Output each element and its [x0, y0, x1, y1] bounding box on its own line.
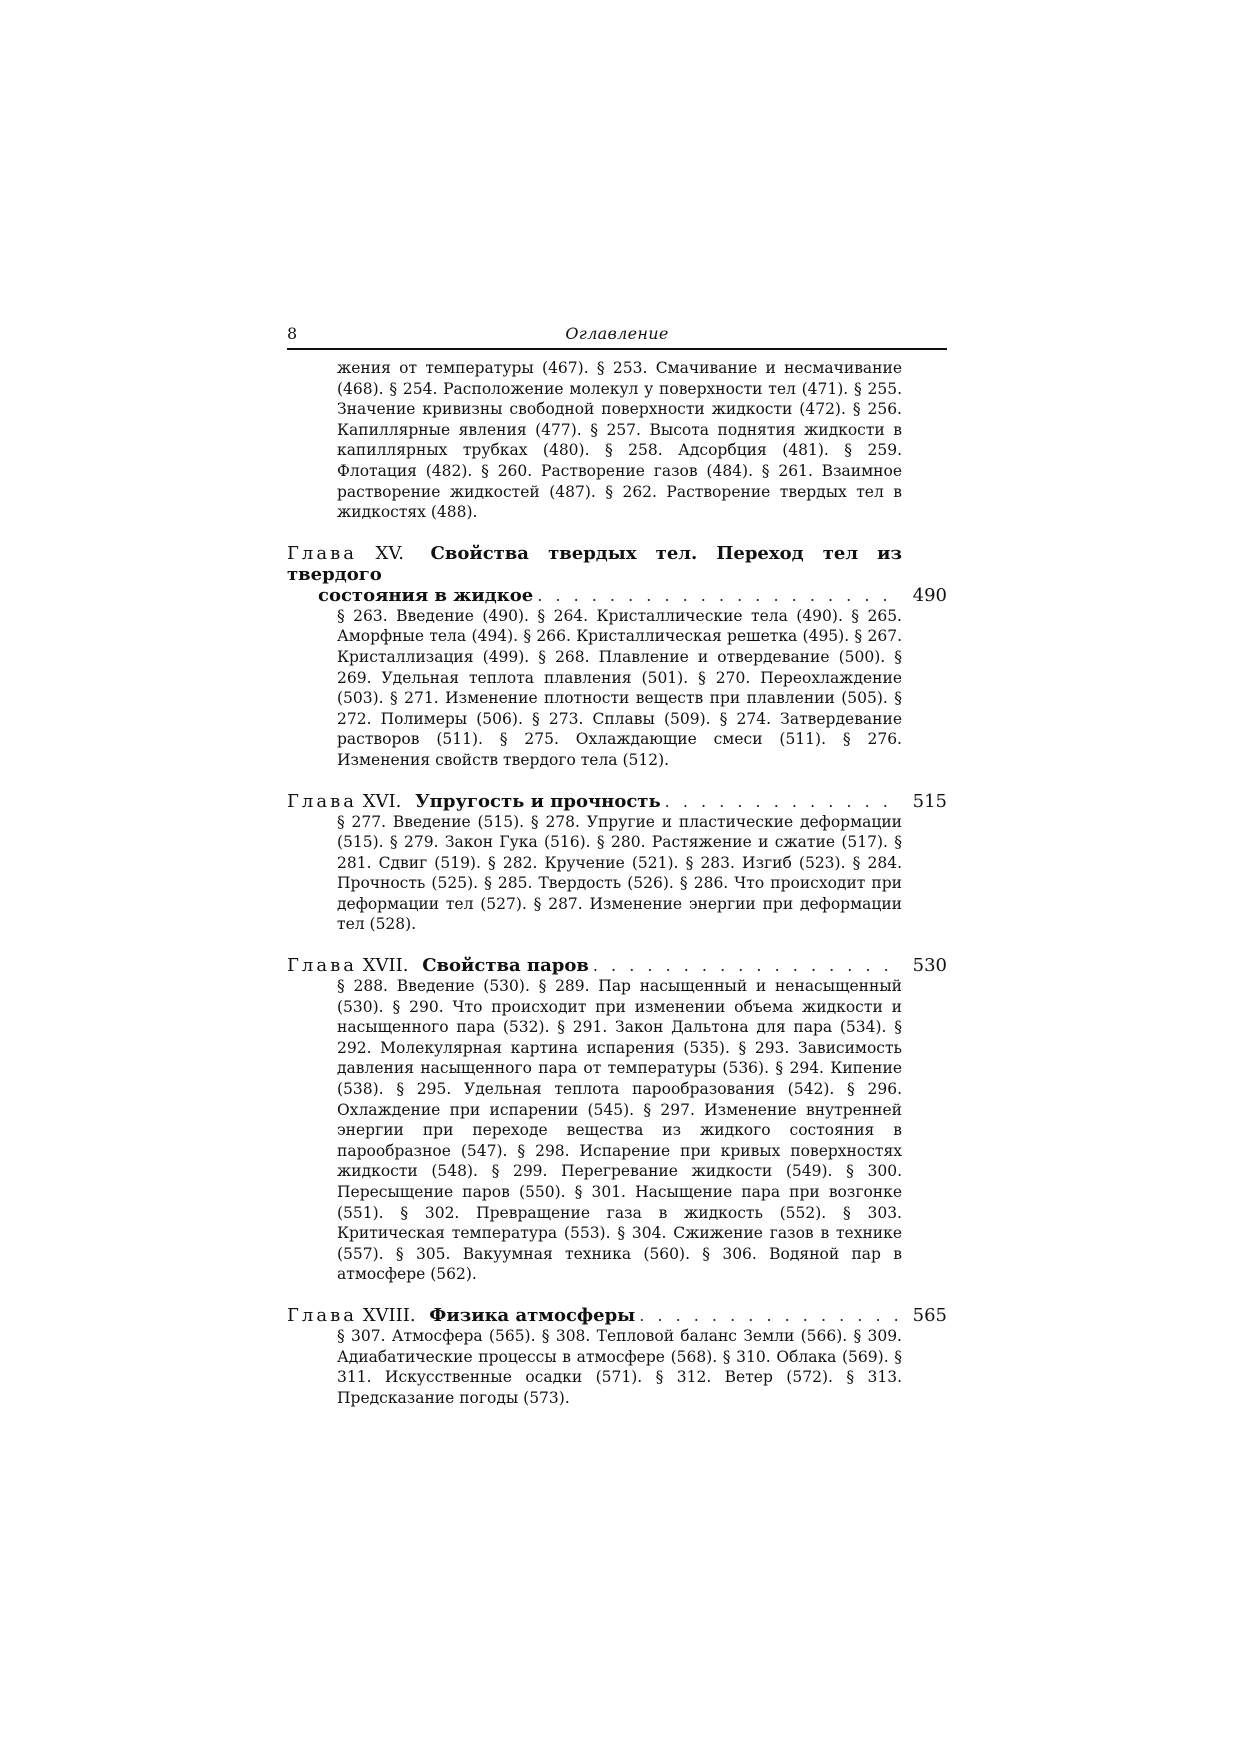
chapter-page-ref: 530 [912, 955, 947, 977]
running-header [287, 322, 947, 350]
chapter-heading [287, 791, 947, 812]
running-title: Оглавление [565, 324, 669, 343]
chapter-page-ref: 515 [912, 790, 947, 812]
page-number: 8 [287, 324, 298, 343]
chapter-title: Свойства паров [422, 955, 589, 977]
chapter-sections: § 288. Введение (530). § 289. Пар насыщенный и ненасыщенный (530). § 290. Что происходит при изменении объема жидкости и насыщенного пара (532). § 291. Закон Дальтона для пара (534). § 292. Молекулярная картина испарения (535). § 293. Зависимость давления насыщенного пара от температуры (536). § 294. Кипение (538). § 295. Удельная теплота парообразования (542). § 296. Охлаждение при испарении (545). § 297. Изменение внутренней энергии при переходе вещества из жидкого состояния в парообразное (547). § 298. Испарение при кривых поверхностях жидкости (548). § 299. Перегревание жидкости (549). § 300. Пересыщение паров (550). § 301. Насыщение пара при возгонке (551). § 302. Превращение газа в жидкость (552). § 303. Критическая температура (553). § 304. Сжижение газов в технике (557). § 305. Вакуумная техника (560). § 306. Водяной пар в атмосфере (562). [337, 977, 902, 1284]
toc-chapter-18 [287, 1305, 947, 1408]
leader-dots [639, 1305, 898, 1326]
leader-dots [537, 585, 898, 606]
chapter-title: Свойства твердых тел. Переход тел из твердого [287, 542, 902, 585]
chapter-sections: § 277. Введение (515). § 278. Упругие и пластические деформации (515). § 279. Закон Гука (516). § 280. Растяжение и сжатие (517). § 281. Сдвиг (519). § 282. Кручение (521). § 283. Изгиб (523). § 284. Прочность (525). § 285. Твердость (526). § 286. Что происходит при деформации тел (527). § 287. Изменение энергии при деформации тел (528). [337, 812, 902, 934]
chapter-number: XVIII. [362, 1304, 416, 1326]
toc-page [287, 322, 947, 1408]
chapter-heading [287, 955, 947, 976]
chapter-number: XVII. [362, 955, 409, 977]
leader-dots [665, 791, 898, 812]
chapter-label: Глава [287, 790, 357, 812]
chapter-sections: § 263. Введение (490). § 264. Кристаллические тела (490). § 265. Аморфные тела (494). § 266. Кристаллическая решетка (495). § 267. Кристаллизация (499). § 268. Плавление и отвердевание (500). § 269. Удельная теплота плавления (501). § 270. Переохлаждение (503). § 271. Изменение плотности веществ при плавлении (505). § 272. Полимеры (506). § 273. Сплавы (509). § 274. Затвердевание растворов (511). § 275. Охлаждающие смеси (511). § 276. Изменения свойств твердого тела (512). [337, 606, 902, 769]
chapter-label: Глава [287, 1304, 357, 1326]
chapter-heading [287, 1305, 947, 1326]
chapter-number: XVI. [362, 790, 402, 812]
chapter-title: Упругость и прочность [415, 790, 661, 812]
chapter-label: Глава [287, 542, 357, 564]
chapter-title: Физика атмосферы [429, 1304, 636, 1326]
toc-chapter-15 [287, 543, 947, 771]
leader-dots [593, 955, 898, 976]
chapter-continuation-text: жения от температуры (467). § 253. Смачивание и несмачивание (468). § 254. Расположение молекул у поверхности тел (471). § 255. Значение кривизны свободной поверхности жидкости (472). § 256. Капиллярные явления (477). § 257. Высота поднятия жидкости в капиллярных трубках (480). § 258. Адсорбция (481). § 259. Флотация (482). § 260. Растворение газов (484). § 261. Взаимное растворение жидкостей (487). § 262. Растворение твердых тел в жидкостях (488). [337, 359, 902, 522]
toc-chapter-17 [287, 955, 947, 1285]
chapter-heading [287, 543, 947, 606]
toc-chapter-16 [287, 791, 947, 936]
chapter-label: Глава [287, 955, 357, 977]
chapter-title-continuation: состояния в жидкое [318, 584, 534, 606]
chapter-page-ref: 565 [912, 1304, 947, 1326]
chapter-sections: § 307. Атмосфера (565). § 308. Тепловой баланс Земли (566). § 309. Адиабатические процессы в атмосфере (568). § 310. Облака (569). § 311. Искусственные осадки (571). § 312. Ветер (572). § 313. Предсказание погоды (573). [337, 1326, 902, 1407]
chapter-page-ref: 490 [912, 584, 947, 606]
chapter-number: XV. [375, 542, 404, 564]
